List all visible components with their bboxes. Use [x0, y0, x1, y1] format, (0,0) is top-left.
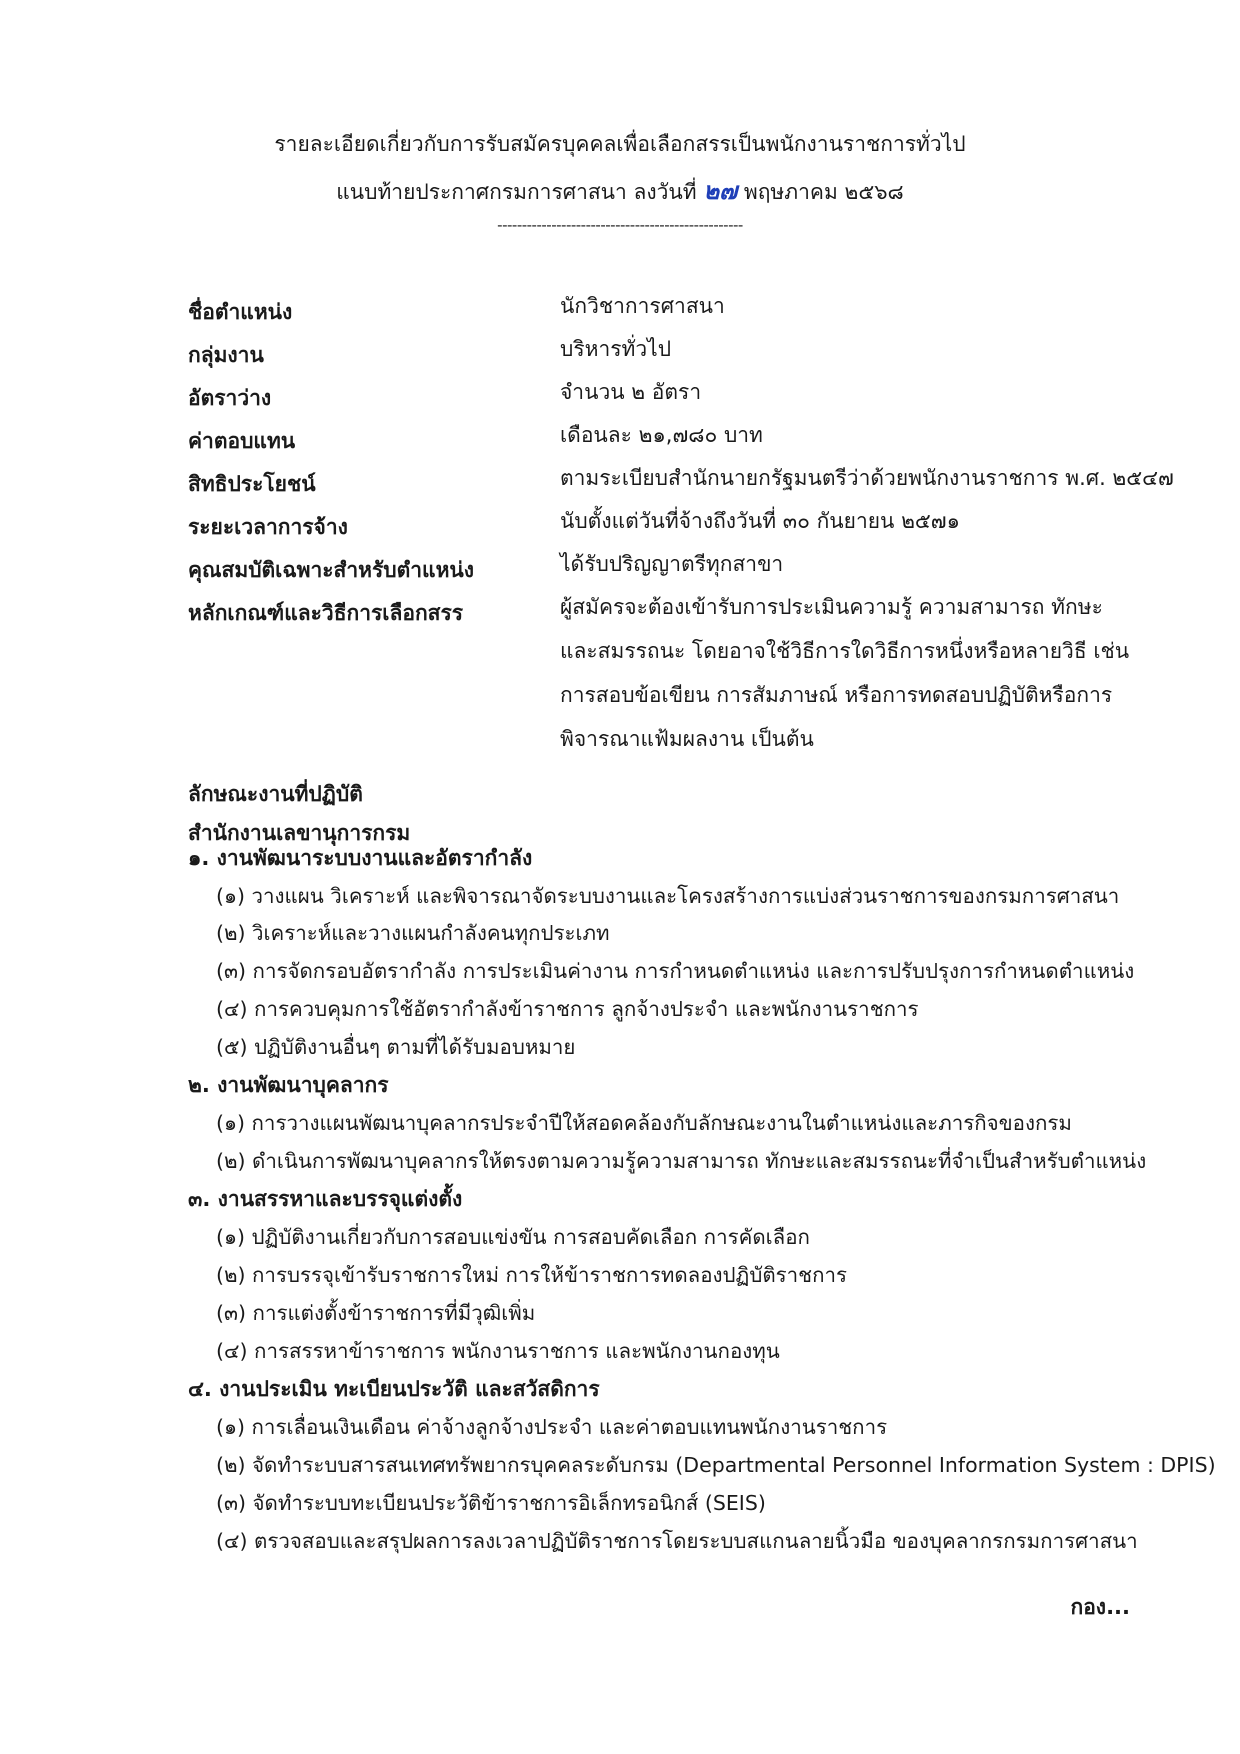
document-subtitle [0, 171, 1240, 210]
info-value-line: บริหารทั่วไป [560, 337, 672, 361]
handwritten-day: ๒๗ [703, 177, 738, 205]
info-value [560, 413, 1128, 457]
duty-item: (๓) การแต่งตั้งข้าราชการที่มีวุฒิเพิ่ม [216, 1301, 536, 1325]
section-title: ๒. งานพัฒนาบุคลากร [188, 1073, 389, 1097]
info-label: คุณสมบัติเฉพาะสำหรับตำแหน่ง [188, 558, 475, 582]
duty-item: (๔) การควบคุมการใช้อัตรากำลังข้าราชการ ลูกจ้างประจำ และพนักงานราชการ [216, 997, 919, 1021]
document-title: รายละเอียดเกี่ยวกับการรับสมัครบุคคลเพื่อเลือกสรรเป็นพนักงานราชการทั่วไป [274, 132, 966, 156]
info-value-line: นักวิชาการศาสนา [560, 294, 725, 318]
info-value [560, 370, 1128, 414]
info-value [560, 542, 1128, 586]
separator-line: -------------------------------------------------- [497, 216, 743, 234]
info-label: อัตราว่าง [188, 386, 272, 410]
info-value-line: พิจารณาแฟ้มผลงาน เป็นต้น [560, 727, 814, 751]
section-title: ๓. งานสรรหาและบรรจุแต่งตั้ง [188, 1187, 463, 1211]
continuation-text: กอง... [1070, 1595, 1130, 1619]
duty-item: (๔) การสรรหาข้าราชการ พนักงานราชการ และพนักงานกองทุน [216, 1339, 780, 1363]
duty-item: (๑) วางแผน วิเคราะห์ และพิจารณาจัดระบบงานและโครงสร้างการแบ่งส่วนราชการของกรมการศาสนา [216, 884, 1120, 908]
info-label: หลักเกณฑ์และวิธีการเลือกสรร [188, 601, 464, 625]
duty-item: (๒) ดำเนินการพัฒนาบุคลากรให้ตรงตามความรู้ความสามารถ ทักษะและสมรรถนะที่จำเป็นสำหรับตำแหน่ง [216, 1149, 1147, 1173]
section-title: ๔. งานประเมิน ทะเบียนประวัติ และสวัสดิการ [188, 1377, 600, 1401]
info-value-line: ตามระเบียบสำนักนายกรัฐมนตรีว่าด้วยพนักงานราชการ พ.ศ. ๒๕๔๗ [560, 466, 1174, 490]
duty-item: (๕) ปฏิบัติงานอื่นๆ ตามที่ได้รับมอบหมาย [216, 1035, 576, 1059]
duty-item: (๓) จัดทำระบบทะเบียนประวัติข้าราชการอิเล็กทรอนิกส์ (SEIS) [216, 1491, 766, 1515]
info-label: ระยะเวลาการจ้าง [188, 515, 348, 539]
info-value-line: ผู้สมัครจะต้องเข้ารับการประเมินความรู้ ความสามารถ ทักษะ [560, 595, 1103, 619]
info-value [560, 499, 1128, 543]
info-value [560, 456, 1174, 500]
office-name: สำนักงานเลขานุการกรม [188, 821, 411, 845]
duty-item: (๒) จัดทำระบบสารสนเทศทรัพยากรบุคคลระดับกรม (Departmental Personnel Information System : DPIS) [216, 1453, 1216, 1477]
info-value-line: และสมรรถนะ โดยอาจใช้วิธีการใดวิธีการหนึ่งหรือหลายวิธี เช่น [560, 639, 1130, 663]
duties-heading: ลักษณะงานที่ปฏิบัติ [188, 782, 363, 806]
info-value-line: เดือนละ ๒๑,๗๘๐ บาท [560, 423, 763, 447]
duty-item: (๔) ตรวจสอบและสรุปผลการลงเวลาปฏิบัติราชการโดยระบบสแกนลายนิ้วมือ ของบุคลากรกรมการศาสนา [216, 1529, 1138, 1553]
info-value [560, 585, 1128, 761]
section-title: ๑. งานพัฒนาระบบงานและอัตรากำลัง [188, 846, 533, 870]
info-label: กลุ่มงาน [188, 343, 264, 367]
subtitle-prefix: แนบท้ายประกาศกรมการศาสนา ลงวันที่ [336, 180, 697, 204]
info-value [560, 284, 1128, 328]
info-value-line: นับตั้งแต่วันที่จ้างถึงวันที่ ๓๐ กันยายน ๒๕๗๑ [560, 509, 960, 533]
info-label: ชื่อตำแหน่ง [188, 300, 293, 324]
info-label: ค่าตอบแทน [188, 429, 296, 453]
duty-item: (๑) การวางแผนพัฒนาบุคลากรประจำปีให้สอดคล้องกับลักษณะงานในตำแหน่งและภารกิจของกรม [216, 1111, 1072, 1135]
duty-item: (๑) ปฏิบัติงานเกี่ยวกับการสอบแข่งขัน การสอบคัดเลือก การคัดเลือก [216, 1225, 810, 1249]
info-label: สิทธิประโยชน์ [188, 472, 316, 496]
info-value-line: การสอบข้อเขียน การสัมภาษณ์ หรือการทดสอบปฏิบัติหรือการ [560, 683, 1113, 707]
duty-item: (๒) วิเคราะห์และวางแผนกำลังคนทุกประเภท [216, 921, 610, 945]
duty-item: (๑) การเลื่อนเงินเดือน ค่าจ้างลูกจ้างประจำ และค่าตอบแทนพนักงานราชการ [216, 1415, 888, 1439]
info-value [560, 327, 1128, 371]
duty-item: (๒) การบรรจุเข้ารับราชการใหม่ การให้ข้าราชการทดลองปฏิบัติราชการ [216, 1263, 848, 1287]
info-value-line: จำนวน ๒ อัตรา [560, 380, 702, 404]
duty-item: (๓) การจัดกรอบอัตรากำลัง การประเมินค่างาน การกำหนดตำแหน่ง และการปรับปรุงการกำหนดตำแหน่ง [216, 959, 1135, 983]
subtitle-suffix: พฤษภาคม ๒๕๖๘ [743, 180, 904, 204]
info-value-line: ได้รับปริญญาตรีทุกสาขา [560, 552, 784, 576]
